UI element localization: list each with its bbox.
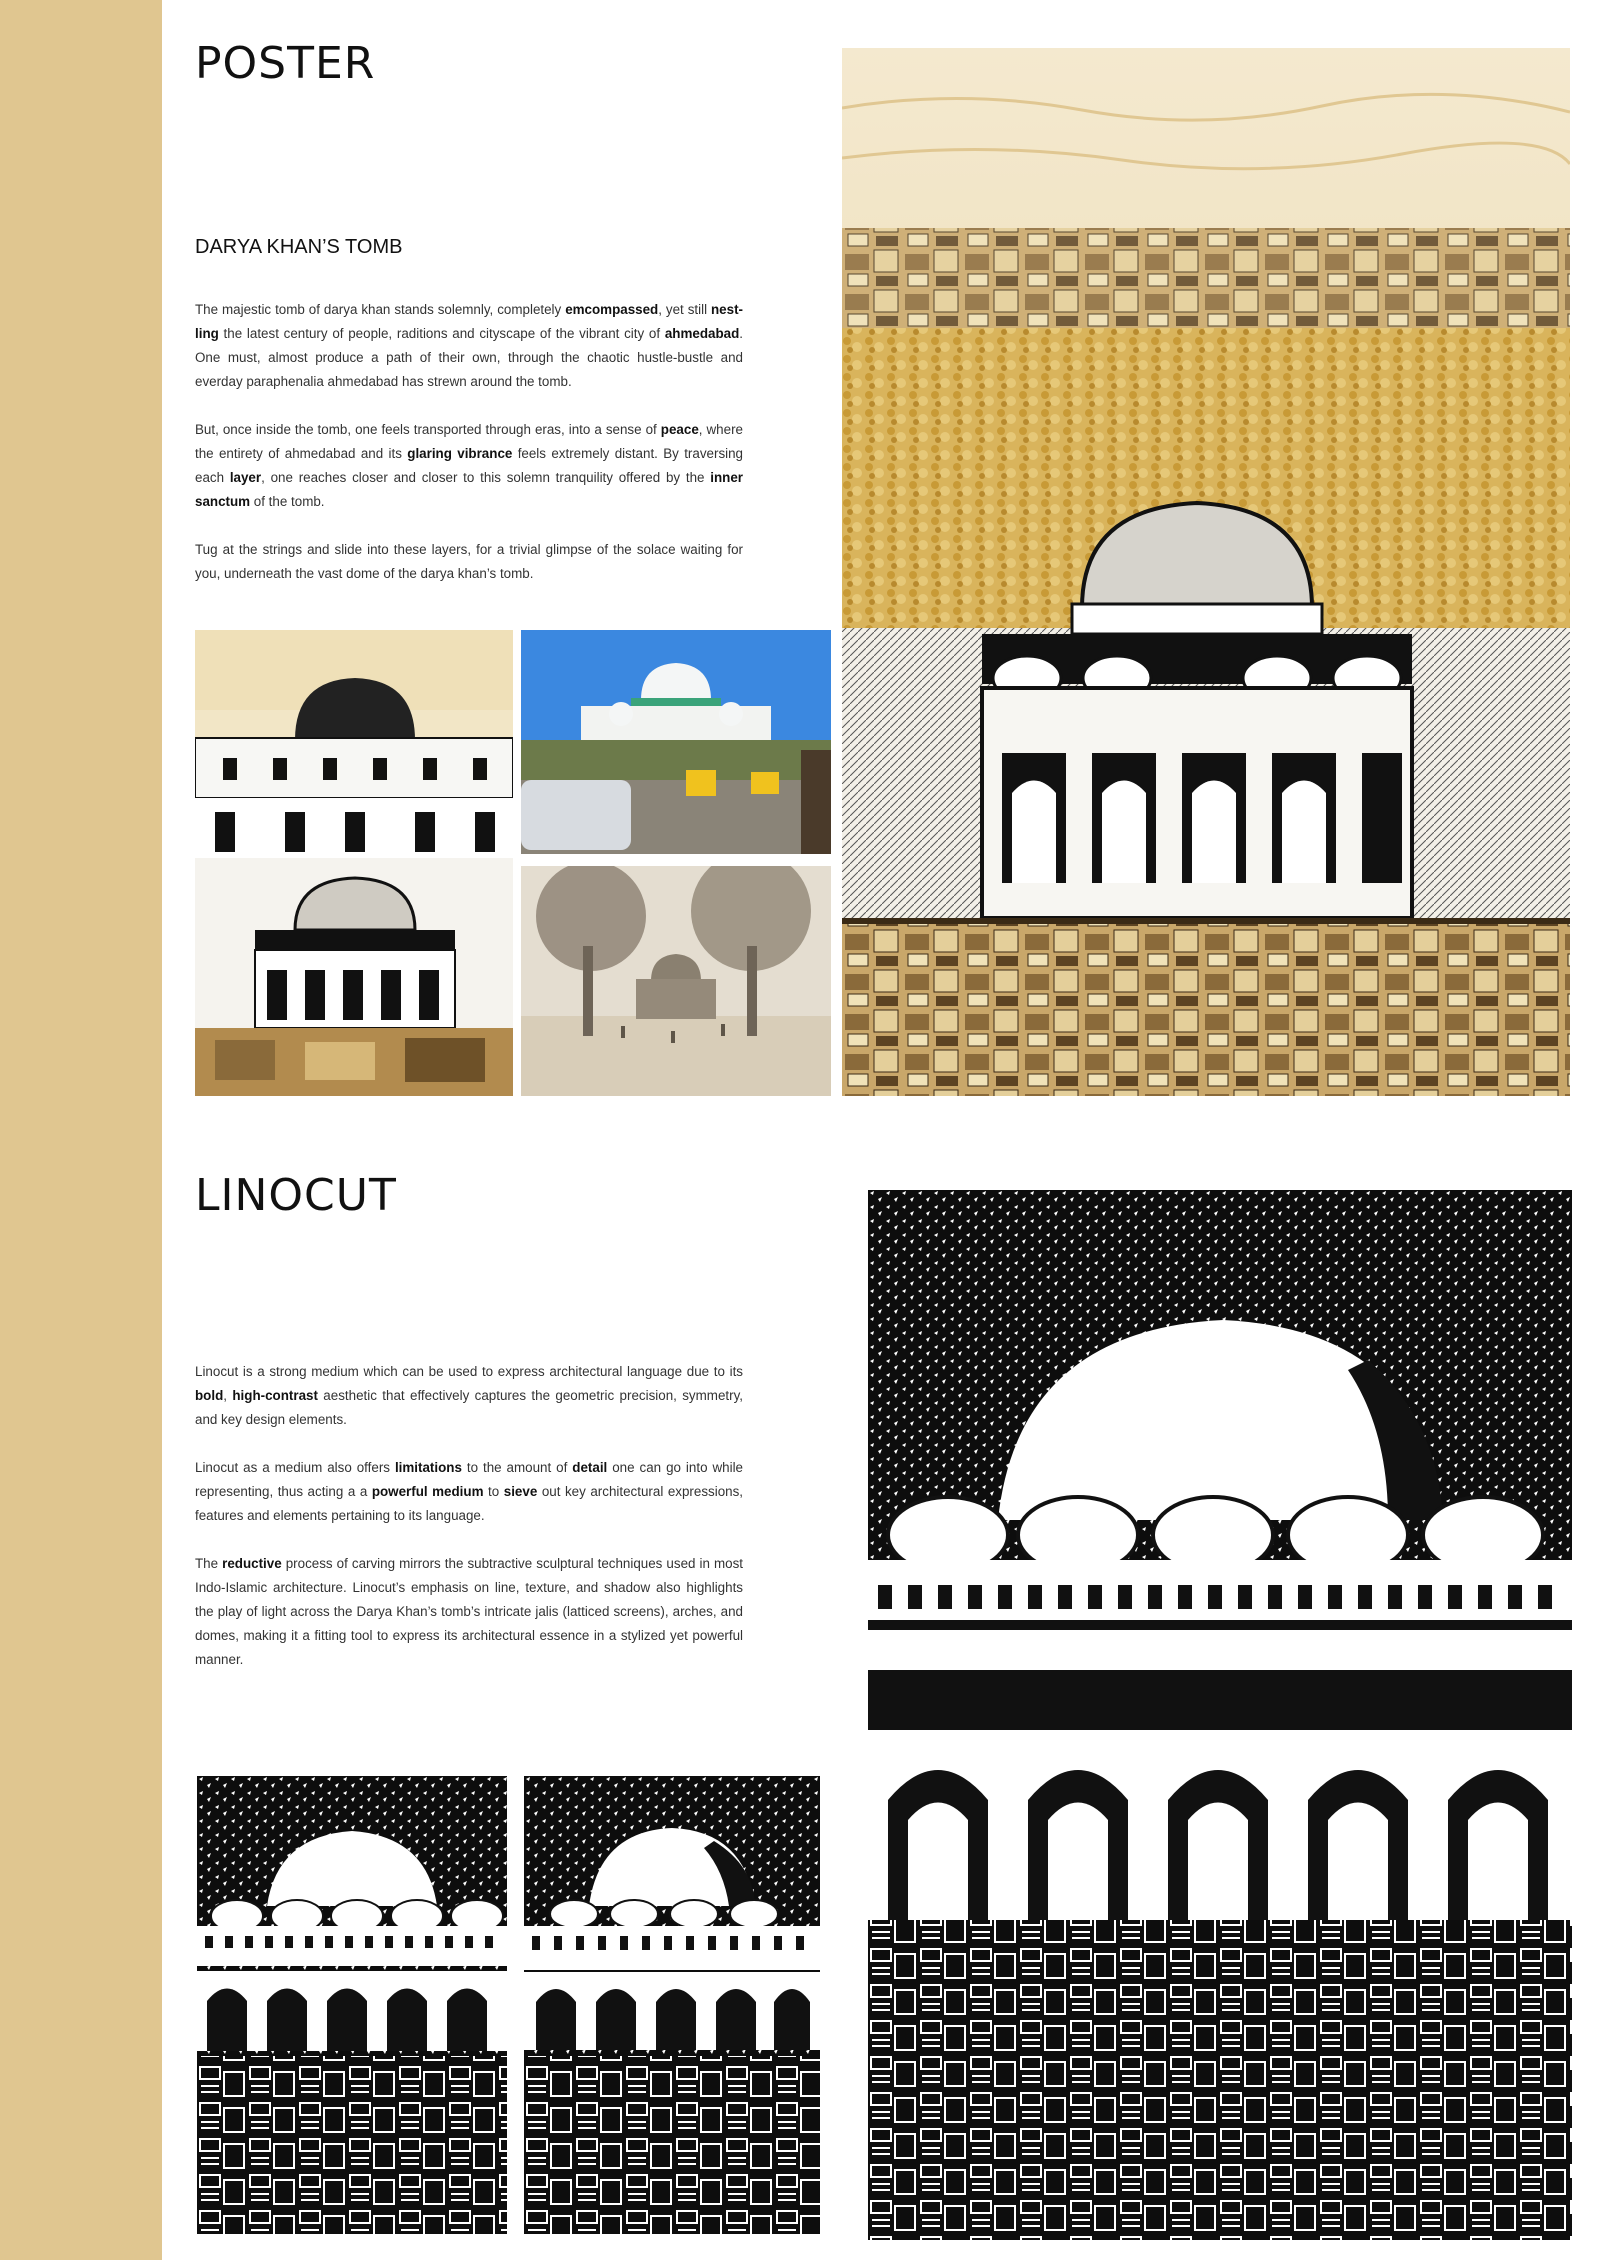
emphasis-text: ahmedabad: [664, 326, 740, 341]
emphasis-text: peace: [660, 422, 699, 437]
text-run: aesthetic that effectively captures the geometric precision, symmetry, and key design elements.: [195, 1388, 743, 1427]
linocut-paragraph-2: [195, 1456, 743, 1528]
tomb-color-photo: [521, 630, 831, 854]
linocut-main-print: [868, 1190, 1572, 2240]
text-run: Linocut is a strong medium which can be used to express architectural language due to its: [195, 1364, 743, 1379]
emphasis-text: nest-ling: [195, 302, 743, 341]
text-run: to the amount of: [461, 1460, 573, 1475]
emphasis-text: reductive: [222, 1556, 282, 1571]
emphasis-text: detail: [572, 1460, 608, 1475]
text-run: The majestic tomb of darya khan stands solemnly, completely: [195, 302, 566, 317]
emphasis-text: emcompassed: [565, 302, 659, 317]
text-run: feels extremely distant. By traversing each: [195, 446, 744, 485]
linocut-small-print-1: [197, 1776, 507, 2234]
poster-paragraph-1: [195, 298, 743, 394]
text-run: . One must, almost produce a path of their own, through the chaotic hustle-bustle and everday paraphenalia ahmedabad has strewn around the tomb.: [195, 326, 743, 389]
poster-main-artwork: [842, 48, 1570, 1096]
text-run: process of carving mirrors the subtractive sculptural techniques used in most Indo-Islamic architecture. Linocut’s emphasis on line, texture, and shadow also highlights the play of light across the Darya Khan’s tomb’s intricate jalis (latticed screens), arches, and domes, making it a fitting tool to express its architectural essence in a stylized yet powerful manner.: [195, 1556, 743, 1667]
text-run: ,: [223, 1388, 233, 1403]
emphasis-text: layer: [229, 470, 262, 485]
emphasis-text: sieve: [503, 1484, 538, 1499]
linocut-heading: LINOCUT: [195, 1170, 397, 1221]
text-run: The: [195, 1556, 223, 1571]
emphasis-text: powerful medium: [371, 1484, 484, 1499]
linocut-paragraph-3: [195, 1552, 743, 1672]
text-run: Linocut as a medium also offers: [195, 1460, 395, 1475]
emphasis-text: inner sanctum: [195, 470, 743, 509]
poster-detail-image: [195, 630, 513, 1096]
poster-heading: POSTER: [195, 38, 376, 89]
text-run: But, once inside the tomb, one feels transported through eras, into a sense of: [195, 422, 661, 437]
left-accent-band: [0, 0, 162, 2260]
poster-paragraph-2: [195, 418, 743, 514]
text-run: out key architectural expressions, features and elements pertaining to its language.: [195, 1484, 744, 1523]
linocut-small-print-2: [524, 1776, 820, 2234]
text-run: the latest century of people, raditions and cityscape of the vibrant city of: [218, 326, 665, 341]
text-run: one can go into while representing, thus acting a a: [195, 1460, 743, 1499]
linocut-paragraph-1: [195, 1360, 743, 1432]
poster-description: [195, 298, 743, 610]
poster-paragraph-3: [195, 538, 743, 586]
emphasis-text: limitations: [394, 1460, 462, 1475]
emphasis-text: bold: [195, 1388, 224, 1403]
text-run: to: [483, 1484, 504, 1499]
text-run: Tug at the strings and slide into these layers, for a trivial glimpse of the solace waiting for you, underneath the vast dome of the darya khan’s tomb.: [195, 542, 743, 581]
poster-subheading: DARYA KHAN’S TOMB: [195, 236, 403, 258]
text-run: , where the entirety of ahmedabad and its: [195, 422, 743, 461]
tomb-historic-photo: [521, 866, 831, 1096]
emphasis-text: high-contrast: [232, 1388, 318, 1403]
text-run: of the tomb.: [250, 494, 325, 509]
text-run: , yet still: [658, 302, 711, 317]
emphasis-text: glaring vibrance: [407, 446, 513, 461]
text-run: , one reaches closer and closer to this solemn tranquility offered by the: [261, 470, 711, 485]
linocut-description: [195, 1360, 743, 1696]
